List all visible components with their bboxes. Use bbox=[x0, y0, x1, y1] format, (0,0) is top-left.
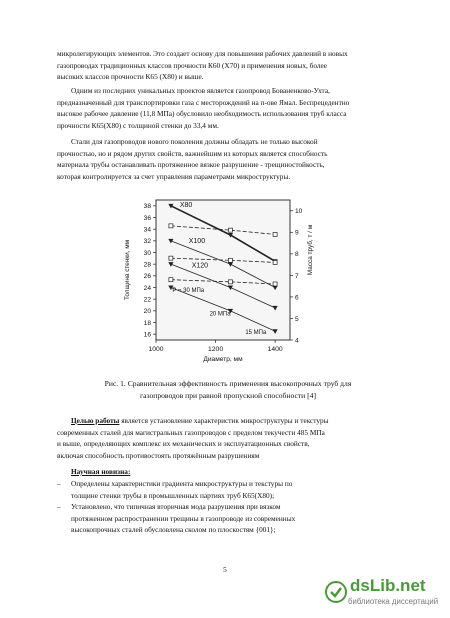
text-line: Одним из последних уникальных проектов является газопровод Бованенково-Ухта, bbox=[71, 86, 330, 95]
y-right-tick-label: 7 bbox=[295, 272, 299, 280]
y-left-tick-label: 18 bbox=[143, 319, 151, 327]
paragraph-1 bbox=[57, 48, 399, 83]
y-left-tick-label: 22 bbox=[143, 296, 151, 304]
paragraph-4 bbox=[57, 415, 399, 461]
paragraph-2 bbox=[57, 85, 399, 131]
text-line: высоких классов прочности К65 (Х80) и выше. bbox=[57, 72, 204, 82]
data-point bbox=[169, 256, 173, 260]
annotation-label: X120 bbox=[191, 262, 209, 270]
text-line: микролегирующих элементов. Это создает основу для повышения рабочих давлений в новых bbox=[57, 49, 348, 58]
data-point bbox=[169, 278, 173, 282]
page-number: 5 bbox=[223, 565, 227, 574]
y-left-tick-label: 28 bbox=[143, 261, 151, 269]
y-right-tick-label: 6 bbox=[295, 294, 299, 302]
novelty-list bbox=[57, 478, 399, 536]
text-line bbox=[57, 415, 399, 427]
text-line: толщине стенки трубы в промышленных партиях труб К65(Х80); bbox=[71, 490, 275, 500]
figure-chart bbox=[120, 192, 370, 367]
list-item bbox=[57, 501, 399, 536]
y-left-tick-label: 36 bbox=[143, 214, 151, 222]
bullet-dash: – bbox=[57, 502, 61, 512]
y-left-tick-label: 32 bbox=[143, 238, 151, 246]
y-right-axis-label: Масса труб, т / м bbox=[307, 224, 314, 276]
y-left-tick-label: 38 bbox=[143, 203, 151, 211]
paragraph-3 bbox=[57, 136, 399, 182]
text-line: газопроводах традиционных классов прочности К60 (Х70) и применения новых, более bbox=[57, 60, 327, 70]
x-axis-label: Диаметр, мм bbox=[203, 356, 243, 363]
text-line: прочностью, но и рядом других свойств, важнейшим из которых является способность bbox=[57, 148, 328, 158]
data-point bbox=[228, 258, 232, 262]
data-point bbox=[228, 280, 232, 284]
data-point bbox=[273, 232, 277, 236]
text-line: Определены характеристики градиента микроструктуры и текстуры по bbox=[71, 479, 293, 488]
text-line: протяженном распространении трещины в газопроводе из современных bbox=[71, 513, 296, 523]
annotation-label: P = 30 МПа bbox=[172, 288, 205, 295]
goal-lead: Целью работы bbox=[71, 416, 120, 425]
watermark-title: dsLib.net bbox=[350, 576, 426, 595]
data-point bbox=[169, 224, 173, 228]
text-line: включая способность противостоять протяжённым разрушениям bbox=[57, 450, 260, 460]
annotation-label: 15 МПа bbox=[245, 330, 267, 337]
y-left-tick-label: 24 bbox=[143, 284, 151, 292]
figure-caption bbox=[57, 378, 399, 401]
text-line: предназначенный для транспортировки газа с месторождений на п-ове Ямал. Беспрецедентно bbox=[57, 97, 350, 107]
y-right-tick-label: 10 bbox=[295, 208, 303, 216]
bullet-dash: – bbox=[57, 479, 61, 488]
text-line: материала трубы останавливать протяженное вязкое разрушение - трещиностойкость, bbox=[57, 160, 325, 170]
caption-line: Рис. 1. Сравнительная эффективность применения высокопрочных труб для bbox=[104, 379, 352, 388]
dslib-watermark[interactable] bbox=[320, 576, 440, 610]
data-point bbox=[273, 282, 277, 286]
y-left-tick-label: 20 bbox=[143, 308, 151, 316]
data-point bbox=[273, 260, 277, 264]
novelty-heading bbox=[57, 466, 399, 478]
text-line: Установлено, что типичная вторичная мода разрушения при вязком bbox=[71, 502, 281, 512]
annotation-label: X100 bbox=[188, 238, 206, 246]
x-tick-label: 1000 bbox=[148, 346, 164, 353]
goal-rest: является установление характеристик микроструктуры и текстуры bbox=[119, 416, 329, 425]
caption-line: газопроводов при равной пропускной способности [4] bbox=[140, 390, 316, 400]
y-left-tick-label: 30 bbox=[143, 249, 151, 257]
y-right-tick-label: 9 bbox=[295, 229, 299, 237]
annotation-label: 20 МПа bbox=[209, 311, 231, 318]
data-point bbox=[228, 228, 232, 232]
y-left-tick-label: 34 bbox=[143, 226, 151, 234]
plot-area bbox=[156, 200, 290, 340]
text-line: которая контролируется за счет управления параметрами микроструктуры. bbox=[57, 171, 291, 181]
y-right-tick-label: 8 bbox=[295, 251, 299, 259]
text-line: современных сталей для магистральных газопроводов с пределом текучести 485 МПа bbox=[57, 427, 325, 437]
y-left-axis-label: Толщина стенки, мм bbox=[124, 239, 131, 301]
watermark-subtitle: библиотека диссертаций bbox=[348, 597, 439, 606]
list-item bbox=[57, 478, 399, 501]
x-tick-label: 1200 bbox=[207, 346, 224, 353]
x-tick-label: 1400 bbox=[267, 346, 283, 353]
text-line: высокопрочных сталей обусловлена сколом по плоскостям {001}; bbox=[71, 525, 276, 535]
novelty-heading-text: Научная новизна: bbox=[71, 467, 131, 476]
annotation-label: X80 bbox=[179, 202, 193, 209]
text-line: высокое рабочее давление (11,8 МПа) обусловило необходимость использования труб класса bbox=[57, 109, 347, 119]
y-left-tick-label: 26 bbox=[143, 273, 151, 281]
text-line: прочности К65(Х80) с толщиной стенки до 33,4 мм. bbox=[57, 120, 219, 130]
y-right-tick-label: 4 bbox=[295, 337, 299, 345]
text-line: и выше, определяющих комплекс их механических и эксплуатационных свойств, bbox=[57, 439, 310, 449]
dslib-logo-icon bbox=[324, 580, 348, 604]
y-left-tick-label: 16 bbox=[143, 331, 151, 339]
text-line: Стали для газопроводов нового поколения должны обладать не только высокой bbox=[71, 137, 318, 146]
y-right-tick-label: 5 bbox=[295, 315, 299, 323]
